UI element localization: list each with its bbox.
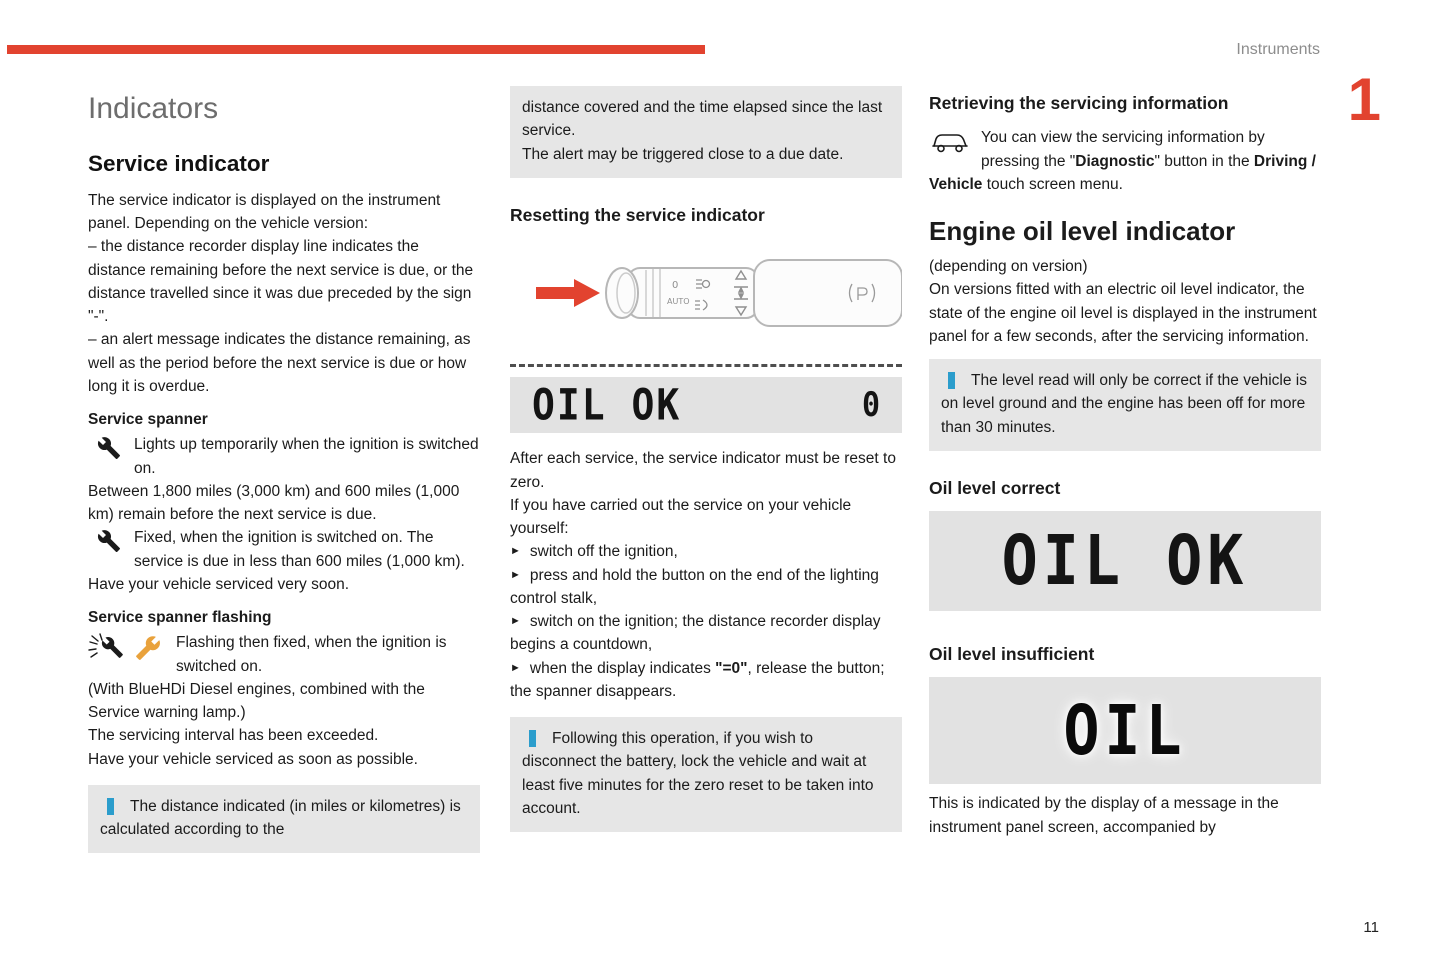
step-bullet: ► bbox=[510, 661, 521, 674]
wrench-icon bbox=[97, 529, 121, 560]
info-box bbox=[510, 717, 902, 832]
dashed-divider bbox=[510, 364, 902, 367]
step-bullet: ► bbox=[510, 615, 521, 627]
car-icon bbox=[930, 129, 970, 162]
oil-message-paragraph: This is indicated by the display of a message in the instrument panel screen, accompanied by bbox=[929, 795, 1279, 836]
retrieving-paragraph bbox=[929, 126, 1321, 196]
text-fragment: switch on the ignition; the distance recorder display begins a countdown, bbox=[510, 613, 881, 654]
info-text: Following this operation, if you wish to disconnect the battery, lock the vehicle and wait at least five minutes for the zero reset to be taken into account. bbox=[522, 730, 874, 817]
display-value: 0 bbox=[861, 385, 880, 425]
info-box bbox=[88, 785, 480, 854]
text-fragment: , release the button; the spanner disappears. bbox=[510, 659, 885, 700]
spanner-flashing-paragraph bbox=[88, 631, 480, 678]
text-fragment: Flashing then fixed, when the ignition is switched on. bbox=[176, 634, 447, 675]
service-spanner-heading: Service spanner bbox=[88, 411, 208, 428]
service-indicator-item: – the distance recorder display line indicates the distance remaining before the next service is due, or the distance travelled since it was due preceded by the sign "-". bbox=[88, 238, 474, 325]
engine-oil-heading: Engine oil level indicator bbox=[929, 216, 1236, 246]
info-icon bbox=[529, 730, 537, 747]
chapter-number: 1 bbox=[1347, 66, 1381, 133]
info-icon bbox=[948, 372, 956, 389]
text-fragment: Lights up temporarily when the ignition is switched on. bbox=[134, 436, 479, 477]
service-display bbox=[510, 377, 902, 433]
procedure-step bbox=[510, 564, 902, 611]
version-note: (depending on version) bbox=[929, 258, 1088, 275]
text-fragment-bold: Diagnostic bbox=[1075, 152, 1155, 170]
column-right bbox=[929, 84, 1321, 839]
flashing-note-paragraph: (With BlueHDi Diesel engines, combined with the Service warning lamp.) bbox=[88, 680, 425, 721]
info-text: The distance indicated (in miles or kilometres) is calculated according to the bbox=[100, 797, 461, 838]
procedure-step bbox=[510, 540, 902, 563]
stalk-zero-label: 0 bbox=[672, 280, 679, 291]
info-icon bbox=[107, 798, 115, 815]
red-arrow-icon bbox=[536, 279, 600, 307]
resetting-heading: Resetting the service indicator bbox=[510, 204, 765, 225]
step-bullet: ► bbox=[510, 568, 521, 581]
column-middle bbox=[510, 84, 902, 832]
text-fragment-bold: "=0" bbox=[715, 659, 748, 677]
display-text: OIL OK bbox=[1001, 520, 1249, 602]
wrench-orange-icon bbox=[134, 635, 162, 668]
info-text: distance covered and the time elapsed since the last service. bbox=[522, 99, 883, 140]
text-fragment-bold: Driving / Vehicle bbox=[929, 152, 1316, 193]
wrench-icon bbox=[97, 436, 121, 467]
spanner-flashing-heading: Service spanner flashing bbox=[88, 609, 272, 626]
text-fragment: switch off the ignition, bbox=[529, 543, 678, 561]
reset-paragraph: If you have carried out the service on your vehicle yourself: bbox=[510, 496, 852, 537]
text-fragment: You can view the servicing information by pressing the " bbox=[981, 129, 1265, 170]
step-bullet: ► bbox=[510, 545, 521, 558]
info-text: The alert may be triggered close to a due date. bbox=[522, 145, 844, 163]
oil-intro-paragraph: On versions fitted with an electric oil level indicator, the state of the engine oil level is displayed in the instrument panel for a few seconds, after the servicing information. bbox=[929, 281, 1317, 345]
retrieving-heading: Retrieving the servicing information bbox=[929, 93, 1229, 113]
wrench-flashing-icon bbox=[88, 633, 128, 670]
text-fragment: " button in the bbox=[1154, 152, 1254, 170]
reset-paragraph: After each service, the service indicator must be reset to zero. bbox=[510, 450, 896, 491]
service-indicator-heading: Service indicator bbox=[88, 151, 270, 176]
spanner-distance-paragraph: Between 1,800 miles (3,000 km) and 600 miles (1,000 km) remain before the next service is due. bbox=[88, 482, 460, 523]
accent-bar bbox=[7, 45, 705, 54]
text-fragment: press and hold the button on the end of the lighting control stalk, bbox=[510, 566, 879, 607]
spanner-advice-paragraph: Have your vehicle serviced very soon. bbox=[88, 575, 350, 593]
text-fragment: touch screen menu. bbox=[982, 175, 1123, 193]
page-title: Indicators bbox=[88, 92, 219, 125]
oil-correct-heading: Oil level correct bbox=[929, 477, 1061, 498]
oil-low-display bbox=[929, 677, 1321, 784]
oil-ok-display bbox=[929, 511, 1321, 611]
column-left bbox=[88, 84, 480, 853]
spanner-lit-paragraph bbox=[88, 433, 480, 480]
stalk-illustration bbox=[510, 238, 902, 360]
spanner-fixed-paragraph bbox=[88, 526, 480, 573]
display-text: OIL bbox=[1063, 690, 1187, 771]
procedure-step bbox=[510, 657, 902, 704]
info-box-continued bbox=[510, 86, 902, 178]
procedure-step bbox=[510, 610, 902, 657]
service-indicator-intro: The service indicator is displayed on the instrument panel. Depending on the vehicle version: bbox=[88, 191, 441, 232]
text-fragment: when the display indicates bbox=[529, 659, 716, 677]
display-text: OIL OK bbox=[532, 380, 682, 430]
flashing-advice-paragraph: Have your vehicle serviced as soon as possible. bbox=[88, 750, 418, 768]
stalk-auto-label: AUTO bbox=[667, 297, 690, 306]
info-text: The level read will only be correct if the vehicle is on level ground and the engine has been off for more than 30 minutes. bbox=[941, 372, 1307, 436]
flashing-interval-paragraph: The servicing interval has been exceeded. bbox=[88, 727, 379, 745]
info-box bbox=[929, 359, 1321, 451]
header-section-label: Instruments bbox=[1236, 41, 1320, 58]
service-indicator-item: – an alert message indicates the distance remaining, as well as the period before the next service is due or how long it is overdue. bbox=[88, 331, 471, 395]
oil-insufficient-heading: Oil level insufficient bbox=[929, 644, 1095, 664]
page-number: 11 bbox=[1363, 919, 1379, 936]
text-fragment: Fixed, when the ignition is switched on. The service is due in less than 600 miles (1,000 km). bbox=[134, 529, 465, 570]
